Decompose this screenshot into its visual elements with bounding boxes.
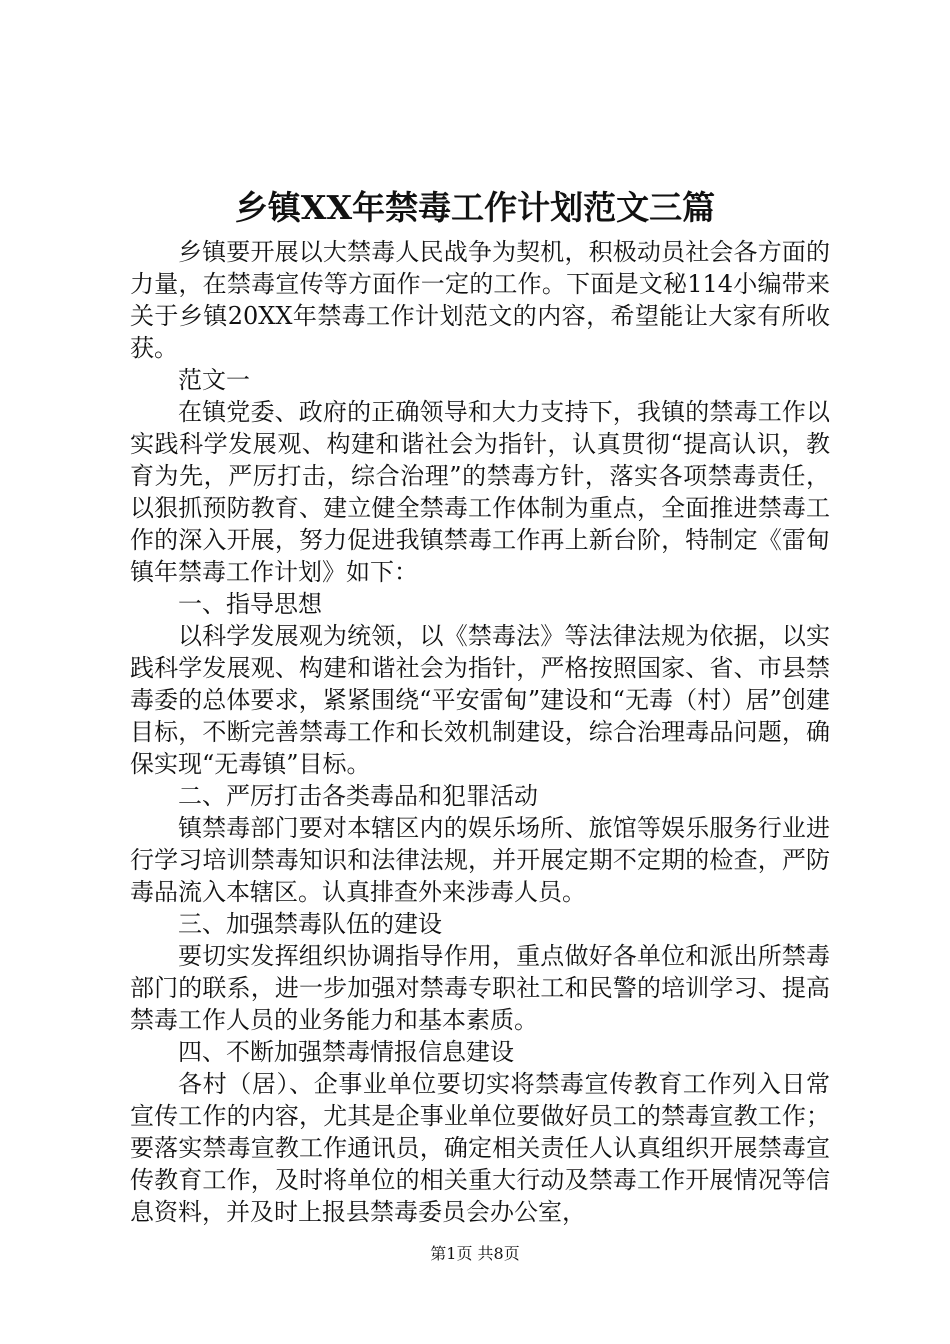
section-heading: 三、加强禁毒队伍的建设 [178,910,442,938]
body-paragraph: 在镇党委、政府的正确领导和大力支持下，我镇的禁毒工作以实践科学发展观、构建和谐社会为指针，认真贯彻“提高认识，教育为先，严厉打击，综合治理”的禁毒方针，落实各项禁毒责任，以狠抓预防教育、建立健全禁毒工作体制为重点，全面推进禁毒工作的深入开展，努力促进我镇禁毒工作再上新台阶，特制定《雷甸镇年禁毒工作计划》如下： [130,398,830,586]
section-heading-sample-one: 范文一 [178,366,250,394]
body-paragraph: 镇禁毒部门要对本辖区内的娱乐场所、旅馆等娱乐服务行业进行学习培训禁毒知识和法律法规，并开展定期不定期的检查，严防毒品流入本辖区。认真排查外来涉毒人员。 [130,814,830,906]
section-heading: 四、不断加强禁毒情报信息建设 [178,1038,514,1066]
section-heading: 一、指导思想 [178,590,322,618]
intro-paragraph: 乡镇要开展以大禁毒人民战争为契机，积极动员社会各方面的力量，在禁毒宣传等方面作一定的工作。下面是文秘114小编带来关于乡镇20XX年禁毒工作计划范文的内容，希望能让大家有所收获。 [130,238,830,362]
body-paragraph: 各村（居）、企事业单位要切实将禁毒宣传教育工作列入日常宣传工作的内容，尤其是企事业单位要做好员工的禁毒宣教工作；要落实禁毒宣教工作通讯员，确定相关责任人认真组织开展禁毒宣传教育工作，及时将单位的相关重大行动及禁毒工作开展情况等信息资料，并及时上报县禁毒委员会办公室， [130,1070,830,1226]
section-heading: 二、严厉打击各类毒品和犯罪活动 [178,782,538,810]
page-number-footer: 第1页 共8页 [430,1244,520,1263]
body-paragraph: 要切实发挥组织协调指导作用，重点做好各单位和派出所禁毒部门的联系，进一步加强对禁毒专职社工和民警的培训学习、提高禁毒工作人员的业务能力和基本素质。 [130,942,830,1034]
document-body [130,236,830,1228]
document-title: 乡镇XX年禁毒工作计划范文三篇 [234,188,716,227]
body-paragraph: 以科学发展观为统领，以《禁毒法》等法律法规为依据，以实践科学发展观、构建和谐社会为指针，严格按照国家、省、市县禁毒委的总体要求，紧紧围绕“平安雷甸”建设和“无毒（村）居”创建目标，不断完善禁毒工作和长效机制建设，综合治理毒品问题，确保实现“无毒镇”目标。 [130,622,830,778]
